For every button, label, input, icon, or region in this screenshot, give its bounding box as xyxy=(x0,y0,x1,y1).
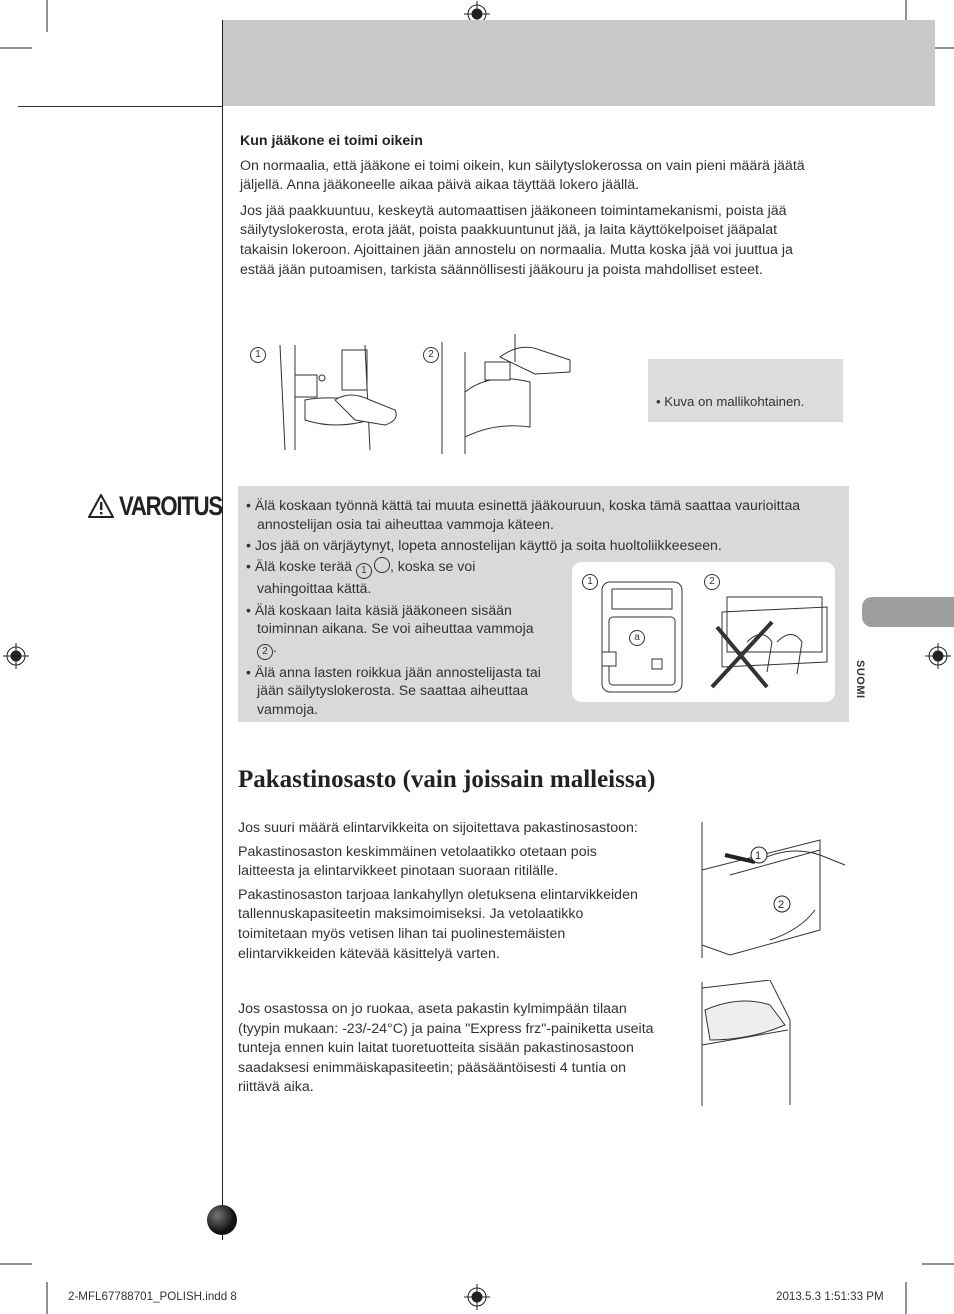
warning-icon xyxy=(87,493,115,519)
warning-text: Älä anna lasten roikkua jään annostelijasta tai xyxy=(254,663,541,680)
warning-item-cont: 2 . xyxy=(246,638,566,660)
warning-list-narrow xyxy=(246,557,566,719)
paragraph-line: Pakastinosaston keskimmäinen vetolaatikko otetaan pois xyxy=(238,843,597,860)
language-tab xyxy=(862,597,954,627)
warning-fig-label-1: 1 xyxy=(582,574,598,590)
blade-ref-1: 1 xyxy=(356,563,372,579)
warning-title: VAROITUS xyxy=(119,491,223,521)
paragraph: Jos suuri määrä elintarvikkeita on sijoitettava pakastinosastoon: xyxy=(238,820,638,836)
blade-ref-empty xyxy=(374,557,390,573)
warning-list xyxy=(246,496,846,555)
paragraph-line: Pakastinosaston tarjoaa lankahyllyn oletuksena elintarvikkeiden xyxy=(238,886,638,903)
injury-ref-2: 2 xyxy=(257,644,273,660)
ice-maker-cleaning-illustration-2 xyxy=(440,332,580,457)
warning-text: annostelijan osia tai aiheuttaa vammoja käteen. xyxy=(257,515,554,532)
paragraph-line: tallennuskapasiteetin maksimoimiseksi. Ja vetolaatikko xyxy=(238,906,584,923)
warning-item: • Älä anna lasten roikkua jään annostelijasta tai xyxy=(246,663,541,680)
drawer-removal-illustration xyxy=(700,820,850,960)
ice-maker-cleaning-illustration-1 xyxy=(275,340,415,455)
warning-fig-label-a: a xyxy=(629,630,645,646)
paragraph-line: Jos osastossa on jo ruokaa, aseta pakastin kylmimpään tilaan xyxy=(238,1001,627,1017)
warning-fig-label-2: 2 xyxy=(704,574,720,590)
language-label: SUOMI xyxy=(854,660,866,699)
warning-item: • Älä koskaan laita käsiä jääkoneen sisään xyxy=(246,601,512,618)
paragraph-line: tunteja ennen kuin laitat tuoretuotteita sisään pakastinosastoon xyxy=(238,1040,634,1057)
paragraph-line: saadaksesi enimmäiskapasiteetin; pääsääntöisesti 4 tuntia on xyxy=(238,1059,627,1076)
paragraph-line: Jos jää paakkuuntuu, keskeytä automaattisen jääkoneen toimintamekanismi, poista jää xyxy=(240,202,787,219)
header-band xyxy=(223,20,935,106)
section-ice-maker xyxy=(240,132,850,280)
paragraph-line: jäljellä. Anna jääkoneelle aikaa päivä aikaa täyttää lokero jäällä. xyxy=(240,177,640,194)
warning-text: vammoja. xyxy=(257,700,319,717)
drawer-step-1: 1 xyxy=(755,850,762,862)
warning-item-cont xyxy=(246,700,566,719)
hands-inside-prohibited-illustration xyxy=(707,582,832,697)
warning-item-cont xyxy=(246,515,846,534)
warning-text: Älä koske terää xyxy=(254,558,353,574)
paragraph-line: (tyypin mukaan: -23/-24°C) ja paina "Express frz"-painiketta useita xyxy=(238,1020,654,1037)
section-title: Pakastinosasto (vain joissain malleissa) xyxy=(238,766,656,793)
figure-label-2: 2 xyxy=(423,347,439,363)
registration-mark-right xyxy=(925,643,951,669)
warning-text: , koska se voi xyxy=(389,558,476,574)
drawer-step-2: 2 xyxy=(778,899,785,911)
freezer-text-block-1 xyxy=(238,819,678,964)
paragraph-line: säilytyslokerosta, erota jäät, poista paakkuuntunut jää, ja laita käyttökelpoiset jääpalat xyxy=(240,222,778,239)
paragraph-line: elintarvikkeiden kätevää käsittelyä varten. xyxy=(238,945,500,962)
freezer-shelf-illustration xyxy=(700,980,795,1108)
paragraph-line: On normaalia, että jääkone ei toimi oikein, kun säilytyslokerossa on vain pieni määrä jäätä xyxy=(240,157,805,174)
paragraph-line: estää jään putoamisen, tarkista säännöllisesti jääkouru ja poista mahdolliset esteet. xyxy=(240,261,763,278)
section-heading: Kun jääkone ei toimi oikein xyxy=(240,133,423,149)
warning-text: toiminnan aikana. Se voi aiheuttaa vammoja xyxy=(257,620,534,637)
warning-text: vahingoittaa kättä. xyxy=(257,580,372,596)
paragraph-line: takaisin lokeroon. Ajoittainen jään annostelu on normaalia. Mutta koska jää voi juuttua ja xyxy=(240,241,793,258)
note-box xyxy=(648,359,843,422)
warning-item: • Jos jää on värjäytynyt, lopeta annostelijan käyttö ja soita huoltoliikkeeseen. xyxy=(246,537,722,554)
warning-item: • Älä koske terää 1 , koska se voi xyxy=(246,557,566,579)
note-text: • Kuva on mallikohtainen. xyxy=(656,394,805,409)
warning-item-cont xyxy=(246,619,566,638)
registration-mark-bottom xyxy=(464,1284,490,1310)
warning-item-cont xyxy=(246,579,566,598)
footer-filename: 2-MFL67788701_POLISH.indd 8 xyxy=(68,1290,237,1303)
paragraph-line: riittävä aika. xyxy=(238,1079,314,1096)
header-rule xyxy=(18,106,223,107)
paragraph-line: toimitetaan myös vetisen lihan tai puolinestemäisten xyxy=(238,925,566,942)
page-dot xyxy=(207,1205,237,1235)
warning-text: Jos jää on värjäytynyt, lopeta annostelijan käyttö ja soita huoltoliikkeeseen. xyxy=(254,537,722,554)
warning-item: • Älä koskaan työnnä kättä tai muuta esinettä jääkouruun, koska tämä saattaa vaurioittaa xyxy=(246,497,801,513)
ice-maker-interior-illustration xyxy=(597,567,687,697)
warning-heading xyxy=(87,491,245,522)
warning-text: jään säilytyslokerosta. Se saattaa aiheuttaa xyxy=(257,682,529,699)
warning-item-cont xyxy=(246,681,566,700)
warning-illustration-panel xyxy=(572,562,835,702)
margin-rule xyxy=(222,20,223,1240)
warning-text: Älä koskaan laita käsiä jääkoneen sisään xyxy=(254,601,512,618)
footer-timestamp: 2013.5.3 1:51:33 PM xyxy=(776,1290,884,1303)
freezer-text-block-2 xyxy=(238,1000,688,1098)
figure-label-1: 1 xyxy=(250,347,266,363)
paragraph-line: laitteesta ja elintarvikkeet pinotaan suoraan ritilälle. xyxy=(238,863,559,880)
warning-text: Älä koskaan työnnä kättä tai muuta esinettä jääkouruun, koska tämä saattaa vaurioittaa xyxy=(254,497,801,513)
registration-mark-left xyxy=(3,643,29,669)
